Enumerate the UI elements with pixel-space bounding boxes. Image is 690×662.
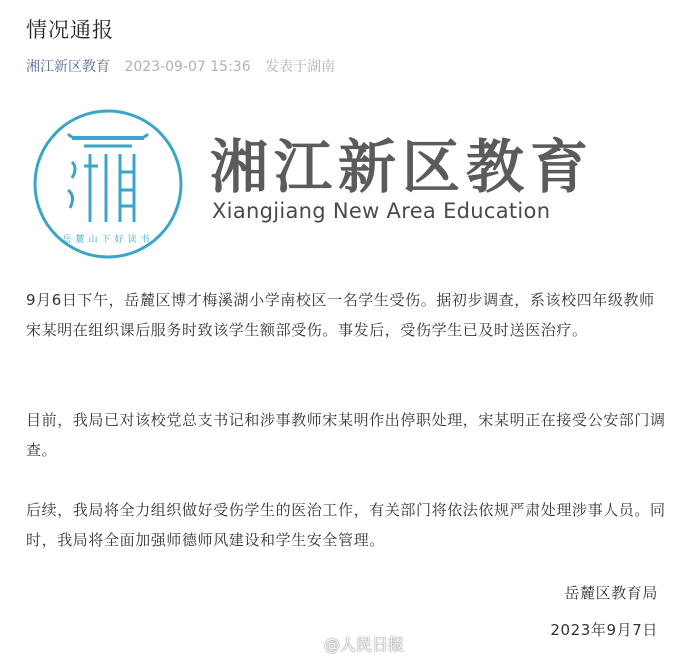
logo-banner <box>28 100 595 260</box>
logo-name-en: Xiangjiang New Area Education <box>212 199 551 223</box>
publish-location: 发表于湖南 <box>265 59 336 75</box>
weibo-icon <box>300 636 320 652</box>
article-meta <box>26 56 335 76</box>
article-title: 情况通报 <box>26 18 114 42</box>
watermark <box>300 632 404 655</box>
watermark-text: @人民日报 <box>324 635 405 654</box>
account-name-link[interactable]: 湘江新区教育 <box>26 59 110 75</box>
logo-emblem-icon <box>28 106 188 262</box>
signature-date: 2023年9月7日 <box>550 621 658 639</box>
body-paragraph-3: 后续，我局将全力组织做好受伤学生的医治工作，有关部门将依法依规严肃处理涉事人员。同时，我局将全面加强师德师风建设和学生安全管理。 <box>26 501 666 549</box>
logo-name-cn: 湘江新区教育 <box>210 133 595 201</box>
logo-ring-text: 岳麓山下好读书 <box>62 235 154 245</box>
body-paragraph-2: 目前，我局已对该校党总支书记和涉事教师宋某明作出停职处理，宋某明正在接受公安部门调查。 <box>26 411 666 459</box>
body-paragraph-1: 9月6日下午，岳麓区博才梅溪湖小学南校区一名学生受伤。据初步调查，系该校四年级教师宋某明在组织课后服务时致该学生额部受伤。事发后，受伤学生已及时送医治疗。 <box>26 291 655 339</box>
publish-datetime: 2023-09-07 15:36 <box>124 59 251 75</box>
signature-org: 岳麓区教育局 <box>564 584 658 602</box>
